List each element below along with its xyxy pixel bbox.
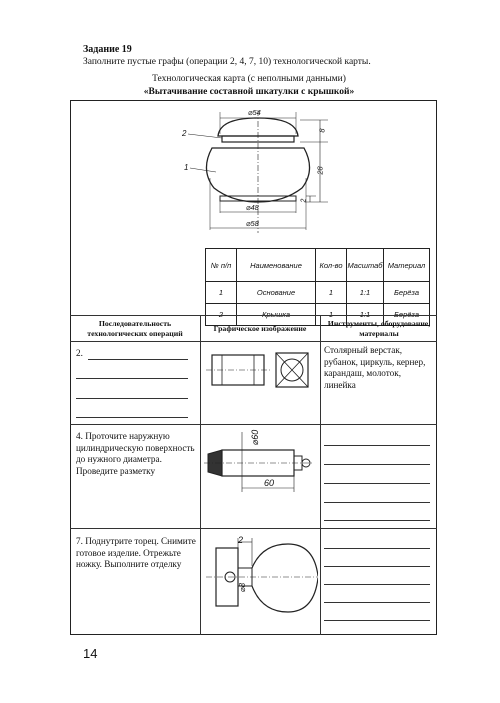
answer-line[interactable] [324, 445, 430, 446]
answer-line[interactable] [324, 620, 430, 621]
op7-diam: ⌀8 [238, 582, 248, 593]
grid-line [320, 315, 321, 635]
dim-body: 28 [315, 166, 325, 175]
answer-line[interactable] [324, 520, 430, 521]
answer-line[interactable] [76, 417, 188, 418]
header-number: № п/п [206, 249, 237, 282]
grid-line [70, 424, 437, 425]
op7-top: 2 [238, 535, 244, 545]
cell: 1:1 [347, 304, 384, 326]
cell: 1 [316, 304, 347, 326]
answer-line[interactable] [324, 464, 430, 465]
op4-len: 60 [264, 478, 275, 488]
parts-table-header [206, 249, 430, 282]
op4-text: 4. Проточите наружную цилиндрическую поверхность до нужного диаметра. Проведите разметку [76, 431, 195, 476]
column-graphic: Графическое изображение [213, 324, 307, 333]
answer-line[interactable] [324, 602, 430, 603]
grid-line [70, 315, 437, 316]
cell: 1 [316, 282, 347, 304]
answer-line[interactable] [324, 548, 430, 549]
cell: 2 [206, 304, 237, 326]
op2-tools: Столярный верстак, рубанок, циркуль, кернер, карандаш, молоток, линейка [324, 345, 426, 390]
op2-number: 2. [76, 348, 83, 358]
grid-line [200, 315, 201, 635]
header-qty: Кол-во [316, 249, 347, 282]
cell: Берёза [384, 282, 430, 304]
card-title: Технологическая карта (с неполными данными) [152, 74, 346, 84]
op7-text: 7. Поднутрите торец. Снимите готовое изделие. Отрежьте ножку. Выполните отделку [76, 536, 196, 569]
answer-line[interactable] [324, 566, 430, 567]
card-subtitle: «Вытачивание составной шкатулки с крышкой» [143, 87, 355, 97]
answer-line[interactable] [324, 483, 430, 484]
op4-diam: ⌀60 [250, 429, 261, 446]
answer-line[interactable] [76, 398, 188, 399]
table-row [206, 282, 430, 304]
answer-line[interactable] [76, 378, 188, 379]
callout-1: 1 [184, 163, 189, 172]
task-instruction: Заполните пустые графы (операции 2, 4, 7, 10) технологической карты. [83, 57, 371, 67]
cell: Берёза [384, 304, 430, 326]
task-title: Задание 19 [83, 44, 132, 55]
dim-lid: 8 [317, 128, 327, 133]
grid-line [70, 528, 437, 529]
column-sequence: Последовательность технологических операций [87, 319, 183, 338]
grid-line [70, 341, 437, 342]
op2-drawing [202, 343, 318, 421]
cell: Основание [237, 282, 316, 304]
answer-line[interactable] [324, 584, 430, 585]
cell: Крышка [237, 304, 316, 326]
answer-line[interactable] [324, 502, 430, 503]
dim-base-h: 2 [300, 198, 308, 203]
cell: 1:1 [347, 282, 384, 304]
header-name: Наименование [237, 249, 316, 282]
header-scale: Масштаб [347, 249, 384, 282]
dim-top: ⌀54 [248, 108, 261, 117]
callout-2: 2 [182, 129, 187, 138]
answer-line[interactable] [88, 359, 188, 360]
cell: 1 [206, 282, 237, 304]
dim-full: ⌀58 [246, 219, 259, 228]
op7-drawing [202, 530, 318, 634]
dim-base: ⌀48 [246, 203, 259, 212]
column-tools: Инструменты, оборудование, материалы [327, 319, 431, 338]
header-material: Материал [384, 249, 430, 282]
page-number: 14 [83, 646, 98, 661]
